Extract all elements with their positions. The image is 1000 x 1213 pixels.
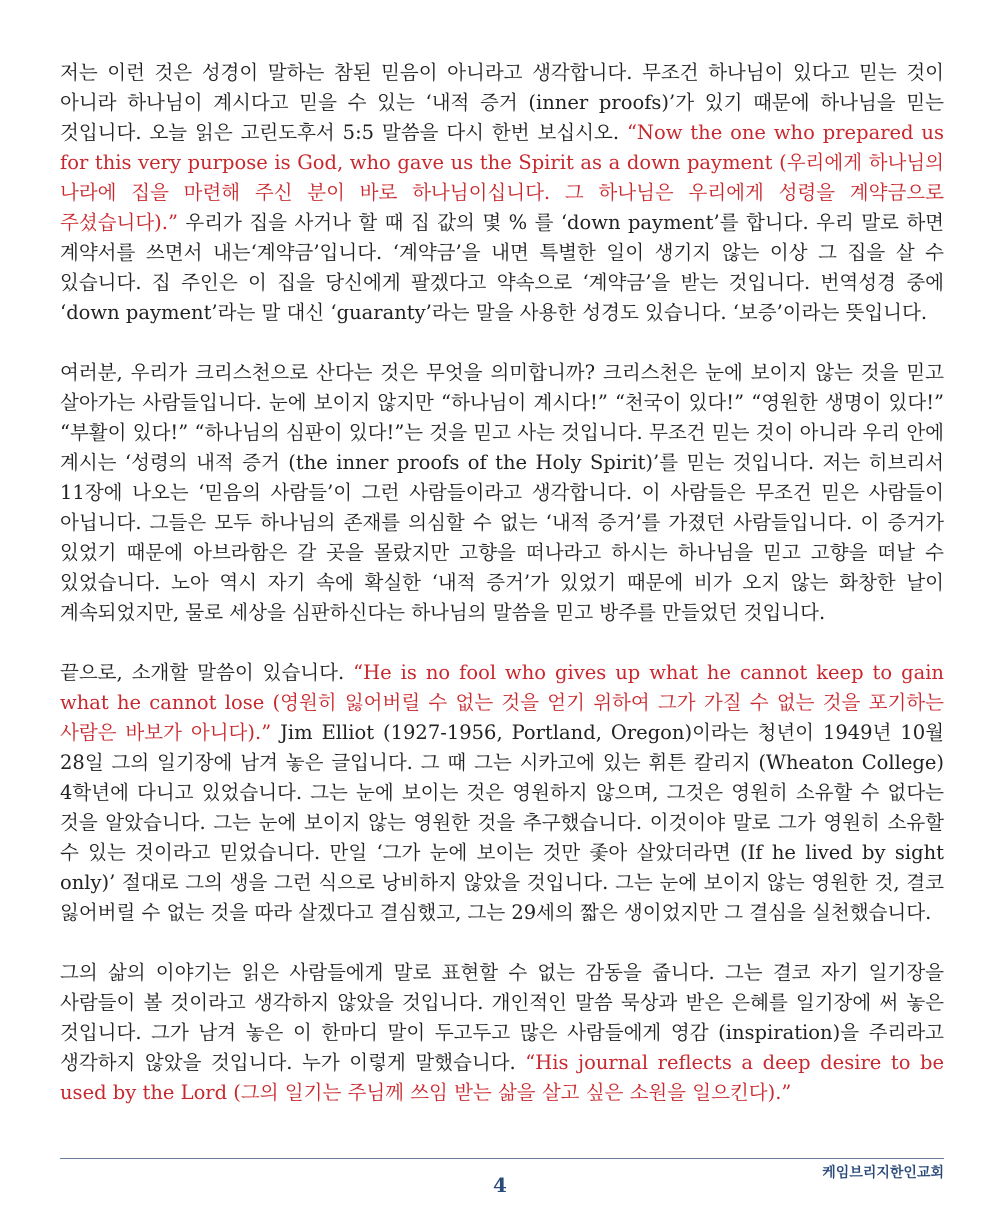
paragraph-1-quote: “Now the one who prepared us for this very purpose is God, who gave us the Spirit as a down payment (우리에게 하나님의 나라에 집을 마련해 주신 분이 바로 하나님이십니다. 그 하나님은 우리에게 성령을 계약금으로 주셨습니다).” — [60, 121, 945, 234]
paragraph-1-text-b: 우리가 집을 사거나 할 때 집 값의 몇 % 를 ‘down payment’를 합니다. 우리 말로 하면 계약서를 쓰면서 내는‘계약금’입니다. ‘계약금’을 내면 특별한 일이 생기지 않는 이상 그 집을 살 수 있습니다. 집 주인은 이 집을 당신에게 팔겠다고 약속으로 ‘계약금’을 받는 것입니다. 번역성경 중에 ‘down payment’라는 말 대신 ‘guaranty’라는 말을 사용한 성경도 있습니다. ‘보증’이라는 뜻입니다. — [60, 211, 944, 324]
page-number: 4 — [493, 1173, 507, 1197]
paragraph-3-quote: “He is no fool who gives up what he cannot keep to gain what he cannot lose (영원히 잃어버릴 수 없는 것을 얻기 위하여 그가 가질 수 없는 것을 포기하는 사람은 바보가 아니다).” — [60, 661, 944, 744]
paragraph-1-text-a: 저는 이런 것은 성경이 말하는 참된 믿음이 아니라고 생각합니다. 무조건 하나님이 있다고 믿는 것이 아니라 하나님이 계시다고 믿을 수 있는 ‘내적 증거 (inner proofs)’가 있기 때문에 하나님을 믿는 것입니다. 오늘 읽은 고린도후서 5:5 말씀을 다시 한번 보십시오. — [60, 61, 944, 144]
paragraph-2-text: 여러분, 우리가 크리스천으로 산다는 것은 무엇을 의미합니까? 크리스천은 눈에 보이지 않는 것을 믿고 살아가는 사람들입니다. 눈에 보이지 않지만 “하나님이 계시다!” “천국이 있다!” “영원한 생명이 있다!” “부활이 있다!” “하나님의 심판이 있다!”는 것을 믿고 사는 것입니다. 무조건 믿는 것이 아니라 우리 안에 계시는 ‘성령의 내적 증거 (the inner proofs of the Holy Spirit)’를 믿는 것입니다. 저는 히브리서 11장에 나오는 ‘믿음의 사람들’이 그런 사람들이라고 생각합니다. 이 사람들은 무조건 믿은 사람들이 아닙니다. 그들은 모두 하나님의 존재를 의심할 수 없는 ‘내적 증거’를 가졌던 사람들입니다. 이 증거가 있었기 때문에 아브라함은 갈 곳을 몰랐지만 고향을 떠나라고 하시는 하나님을 믿고 고향을 떠날 수 있었습니다. 노아 역시 자기 속에 확실한 ‘내적 증거’가 있었기 때문에 비가 오지 않는 화창한 날이 계속되었지만, 물로 세상을 심판하신다는 하나님의 말씀을 믿고 방주를 만들었던 것입니다. — [60, 361, 944, 624]
church-name: 케임브리지한인교회 — [822, 1165, 944, 1181]
paragraph-1 — [60, 58, 944, 328]
paragraph-4 — [60, 958, 944, 1108]
paragraph-2 — [60, 358, 944, 628]
footer-divider — [60, 1158, 944, 1159]
document-body — [60, 58, 944, 1138]
paragraph-4-quote: “His journal reflects a deep desire to be used by the Lord (그의 일기는 주님께 쓰임 받는 삶을 살고 싶은 소원을 일으킨다).” — [60, 1051, 945, 1104]
paragraph-3 — [60, 658, 944, 928]
paragraph-3-text-a: 끝으로, 소개할 말씀이 있습니다. — [60, 661, 354, 684]
paragraph-3-text-b: Jim Elliot (1927-1956, Portland, Oregon)이라는 청년이 1949년 10월 28일 그의 일기장에 남겨 놓은 글입니다. 그 때 그는 시카고에 있는 휘튼 칼리지 (Wheaton College) 4학년에 다니고 있었습니다. 그는 눈에 보이는 것은 영원하지 않으며, 그것은 영원히 소유할 수 없다는 것을 알았습니다. 그는 눈에 보이지 않는 영원한 것을 추구했습니다. 이것이야 말로 그가 영원히 소유할 수 있는 것이라고 믿었습니다. 만일 ‘그가 눈에 보이는 것만 좇아 살았더라면 (If he lived by sight only)’ 절대로 그의 생을 그런 식으로 낭비하지 않았을 것입니다. 그는 눈에 보이지 않는 영원한 것, 결코 잃어버릴 수 없는 것을 따라 살겠다고 결심했고, 그는 29세의 짧은 생이었지만 그 결심을 실천했습니다. — [60, 721, 944, 924]
paragraph-4-text: 그의 삶의 이야기는 읽은 사람들에게 말로 표현할 수 없는 감동을 줍니다. 그는 결코 자기 일기장을 사람들이 볼 것이라고 생각하지 않았을 것입니다. 개인적인 말씀 묵상과 받은 은혜를 일기장에 써 놓은 것입니다. 그가 남겨 놓은 이 한마디 말이 두고두고 많은 사람들에게 영감 (inspiration)을 주리라고 생각하지 않았을 것입니다. 누가 이렇게 말했습니다. — [60, 961, 944, 1074]
